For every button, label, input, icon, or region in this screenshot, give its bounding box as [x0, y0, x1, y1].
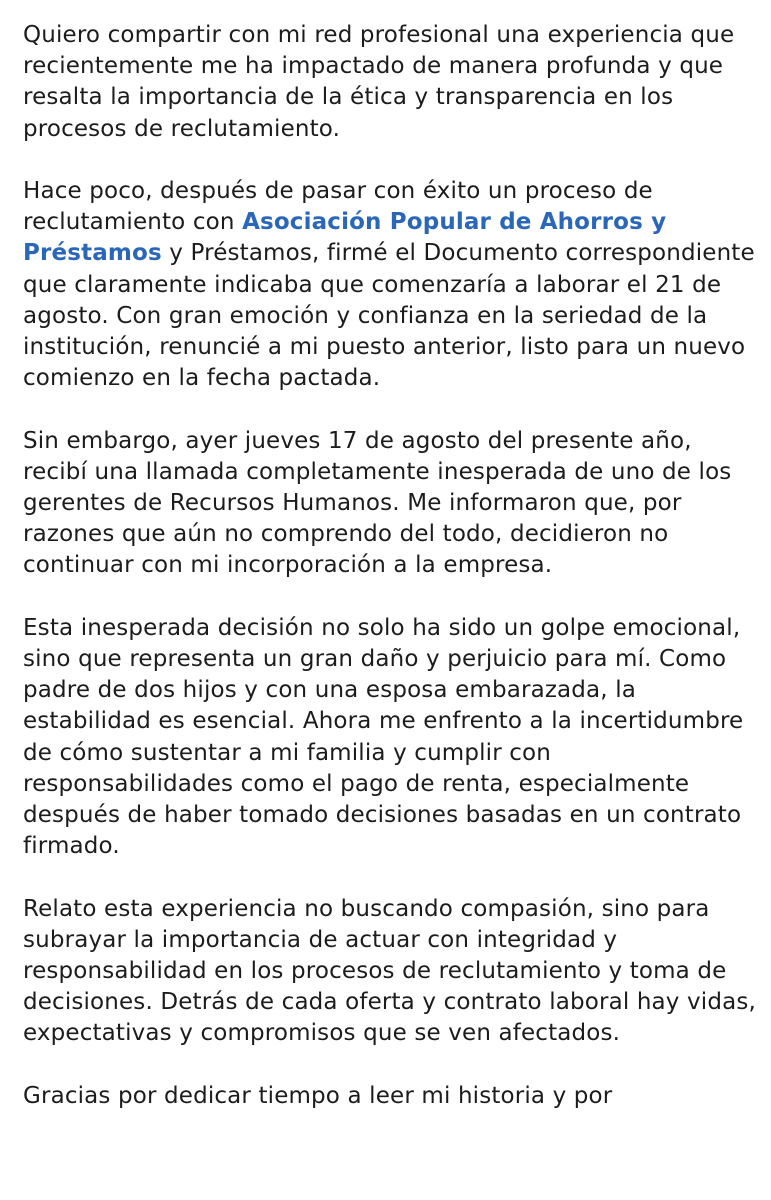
paragraph-text-before-mention: Hace poco, después de pasar con éxito un proceso de reclutamiento con: [23, 178, 653, 236]
company-mention-link[interactable]: Asociación Popular de Ahorros y Préstamos: [23, 209, 667, 267]
post-paragraph-call: Sin embargo, ayer jueves 17 de agosto del presente año, recibí una llamada completamente inesperada de uno de los gerentes de Recursos Humanos. Me informaron que, por razones que aún no comprendo del todo, decidieron no continuar con mi incorporación a la empresa.: [23, 427, 732, 579]
post-paragraph-reflection: Relato esta experiencia no buscando compasión, sino para subrayar la importancia de actuar con integridad y responsabilidad en los procesos de reclutamiento y toma de decisiones. Detrás de cada oferta y contrato laboral hay vidas, expectativas y compromisos que se ven afectados.: [23, 895, 756, 1047]
post-body: [23, 20, 763, 1143]
post-paragraph-intro: Quiero compartir con mi red profesional una experiencia que recientemente me ha impactado de manera profunda y que resalta la importancia de la ética y transparencia en los procesos de reclutamiento.: [23, 22, 735, 142]
post-paragraph-impact: Esta inesperada decisión no solo ha sido un golpe emocional, sino que representa un gran daño y perjuicio para mí. Como padre de dos hijos y con una esposa embarazada, la estabilidad es esencial. Ahora me enfrento a la incertidumbre de cómo sustentar a mi familia y cumplir con responsabilidades como el pago de renta, especialmente después de haber tomado decisiones basadas en un contrato firmado.: [23, 614, 744, 860]
paragraph-text-after-mention: y Préstamos, firmé el Documento correspondiente que claramente indicaba que comenzaría a laborar el 21 de agosto. Con gran emoción y confianza en la seriedad de la institución, renuncié a mi puesto anterior, listo para un nuevo comienzo en la fecha pactada.: [23, 240, 755, 392]
post-paragraph-recruitment: [23, 176, 763, 394]
post-paragraph-thanks: Gracias por dedicar tiempo a leer mi historia y por: [23, 1082, 613, 1109]
